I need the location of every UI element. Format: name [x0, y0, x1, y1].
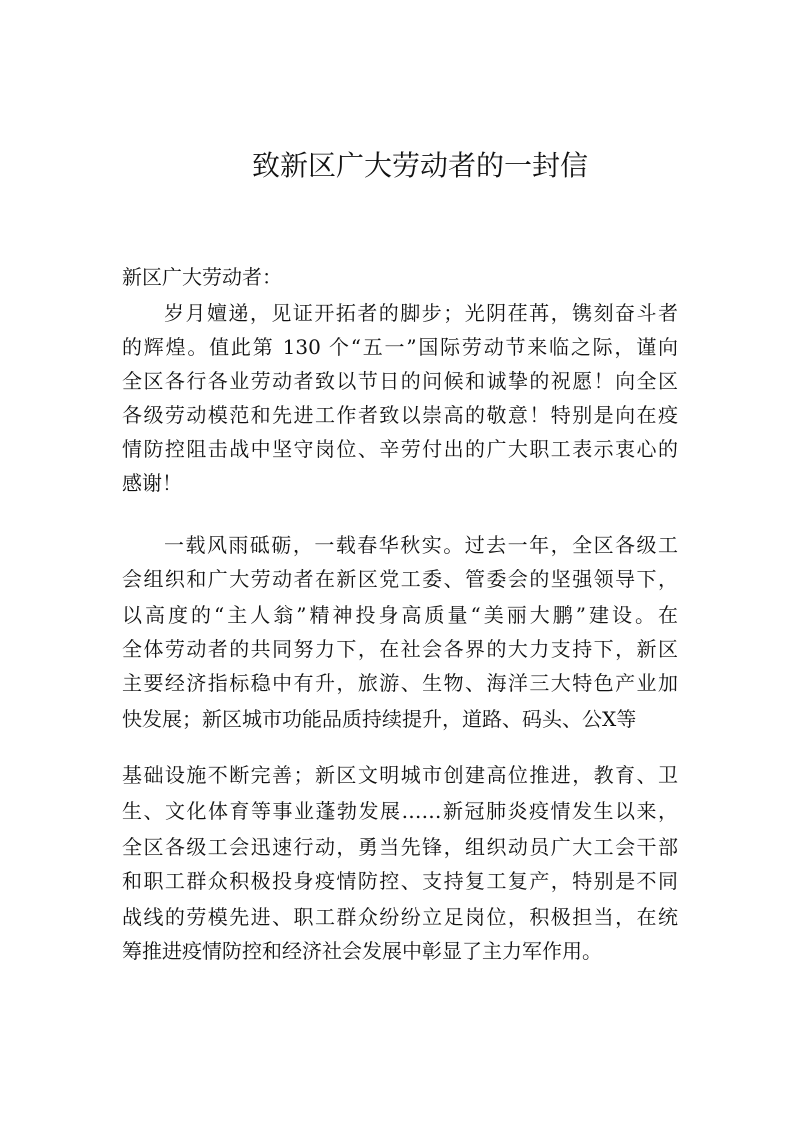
paragraph-line: 情防控阻击战中坚守岗位、辛劳付出的广大职工表示衷心的 [122, 437, 678, 461]
paragraph-line: 生、文化体育等事业蓬勃发展……新冠肺炎疫情发生以来， [122, 799, 678, 823]
paragraph-line: 快发展；新区城市功能品质持续提升，道路、码头、公X等 [122, 707, 637, 731]
paragraph-line: 以高度的“主人翁”精神投身高质量“美丽大鹏”建设。在 [122, 603, 678, 627]
paragraph-line: 主要经济指标稳中有升，旅游、生物、海洋三大特色产业加 [122, 671, 678, 695]
paragraph-line: 战线的劳模先进、职工群众纷纷立足岗位，积极担当，在统 [122, 905, 678, 929]
paragraph-line: 基础设施不断完善；新区文明城市创建高位推进，教育、卫 [122, 763, 678, 787]
paragraph-line: 筹推进疫情防控和经济社会发展中彰显了主力军作用。 [122, 939, 602, 963]
paragraph-line: 各级劳动模范和先进工作者致以崇高的敬意！特别是向在疫 [122, 403, 678, 427]
paragraph-line: 感谢！ [122, 471, 182, 495]
letter-title: 致新区广大劳动者的一封信 [251, 149, 588, 182]
paragraph-line: 一载风雨砥砺，一载春华秋实。过去一年，全区各级工 [164, 533, 678, 557]
paragraph-line: 全体劳动者的共同努力下，在社会各界的大力支持下，新区 [122, 637, 678, 661]
paragraph-line: 和职工群众积极投身疫情防控、支持复工复产，特别是不同 [122, 869, 678, 893]
paragraph-line: 全区各行各业劳动者致以节日的问候和诚挚的祝愿！向全区 [122, 369, 678, 393]
paragraph-line: 岁月嬗递，见证开拓者的脚步；光阴荏苒，镌刻奋斗者 [164, 301, 678, 325]
paragraph-line: 会组织和广大劳动者在新区党工委、管委会的坚强领导下， [122, 567, 678, 591]
paragraph-line: 全区各级工会迅速行动，勇当先锋，组织动员广大工会干部 [122, 835, 678, 859]
salutation: 新区广大劳动者： [122, 265, 282, 289]
paragraph-line: 的辉煌。值此第 130 个“五一”国际劳动节来临之际，谨向 [122, 335, 678, 359]
